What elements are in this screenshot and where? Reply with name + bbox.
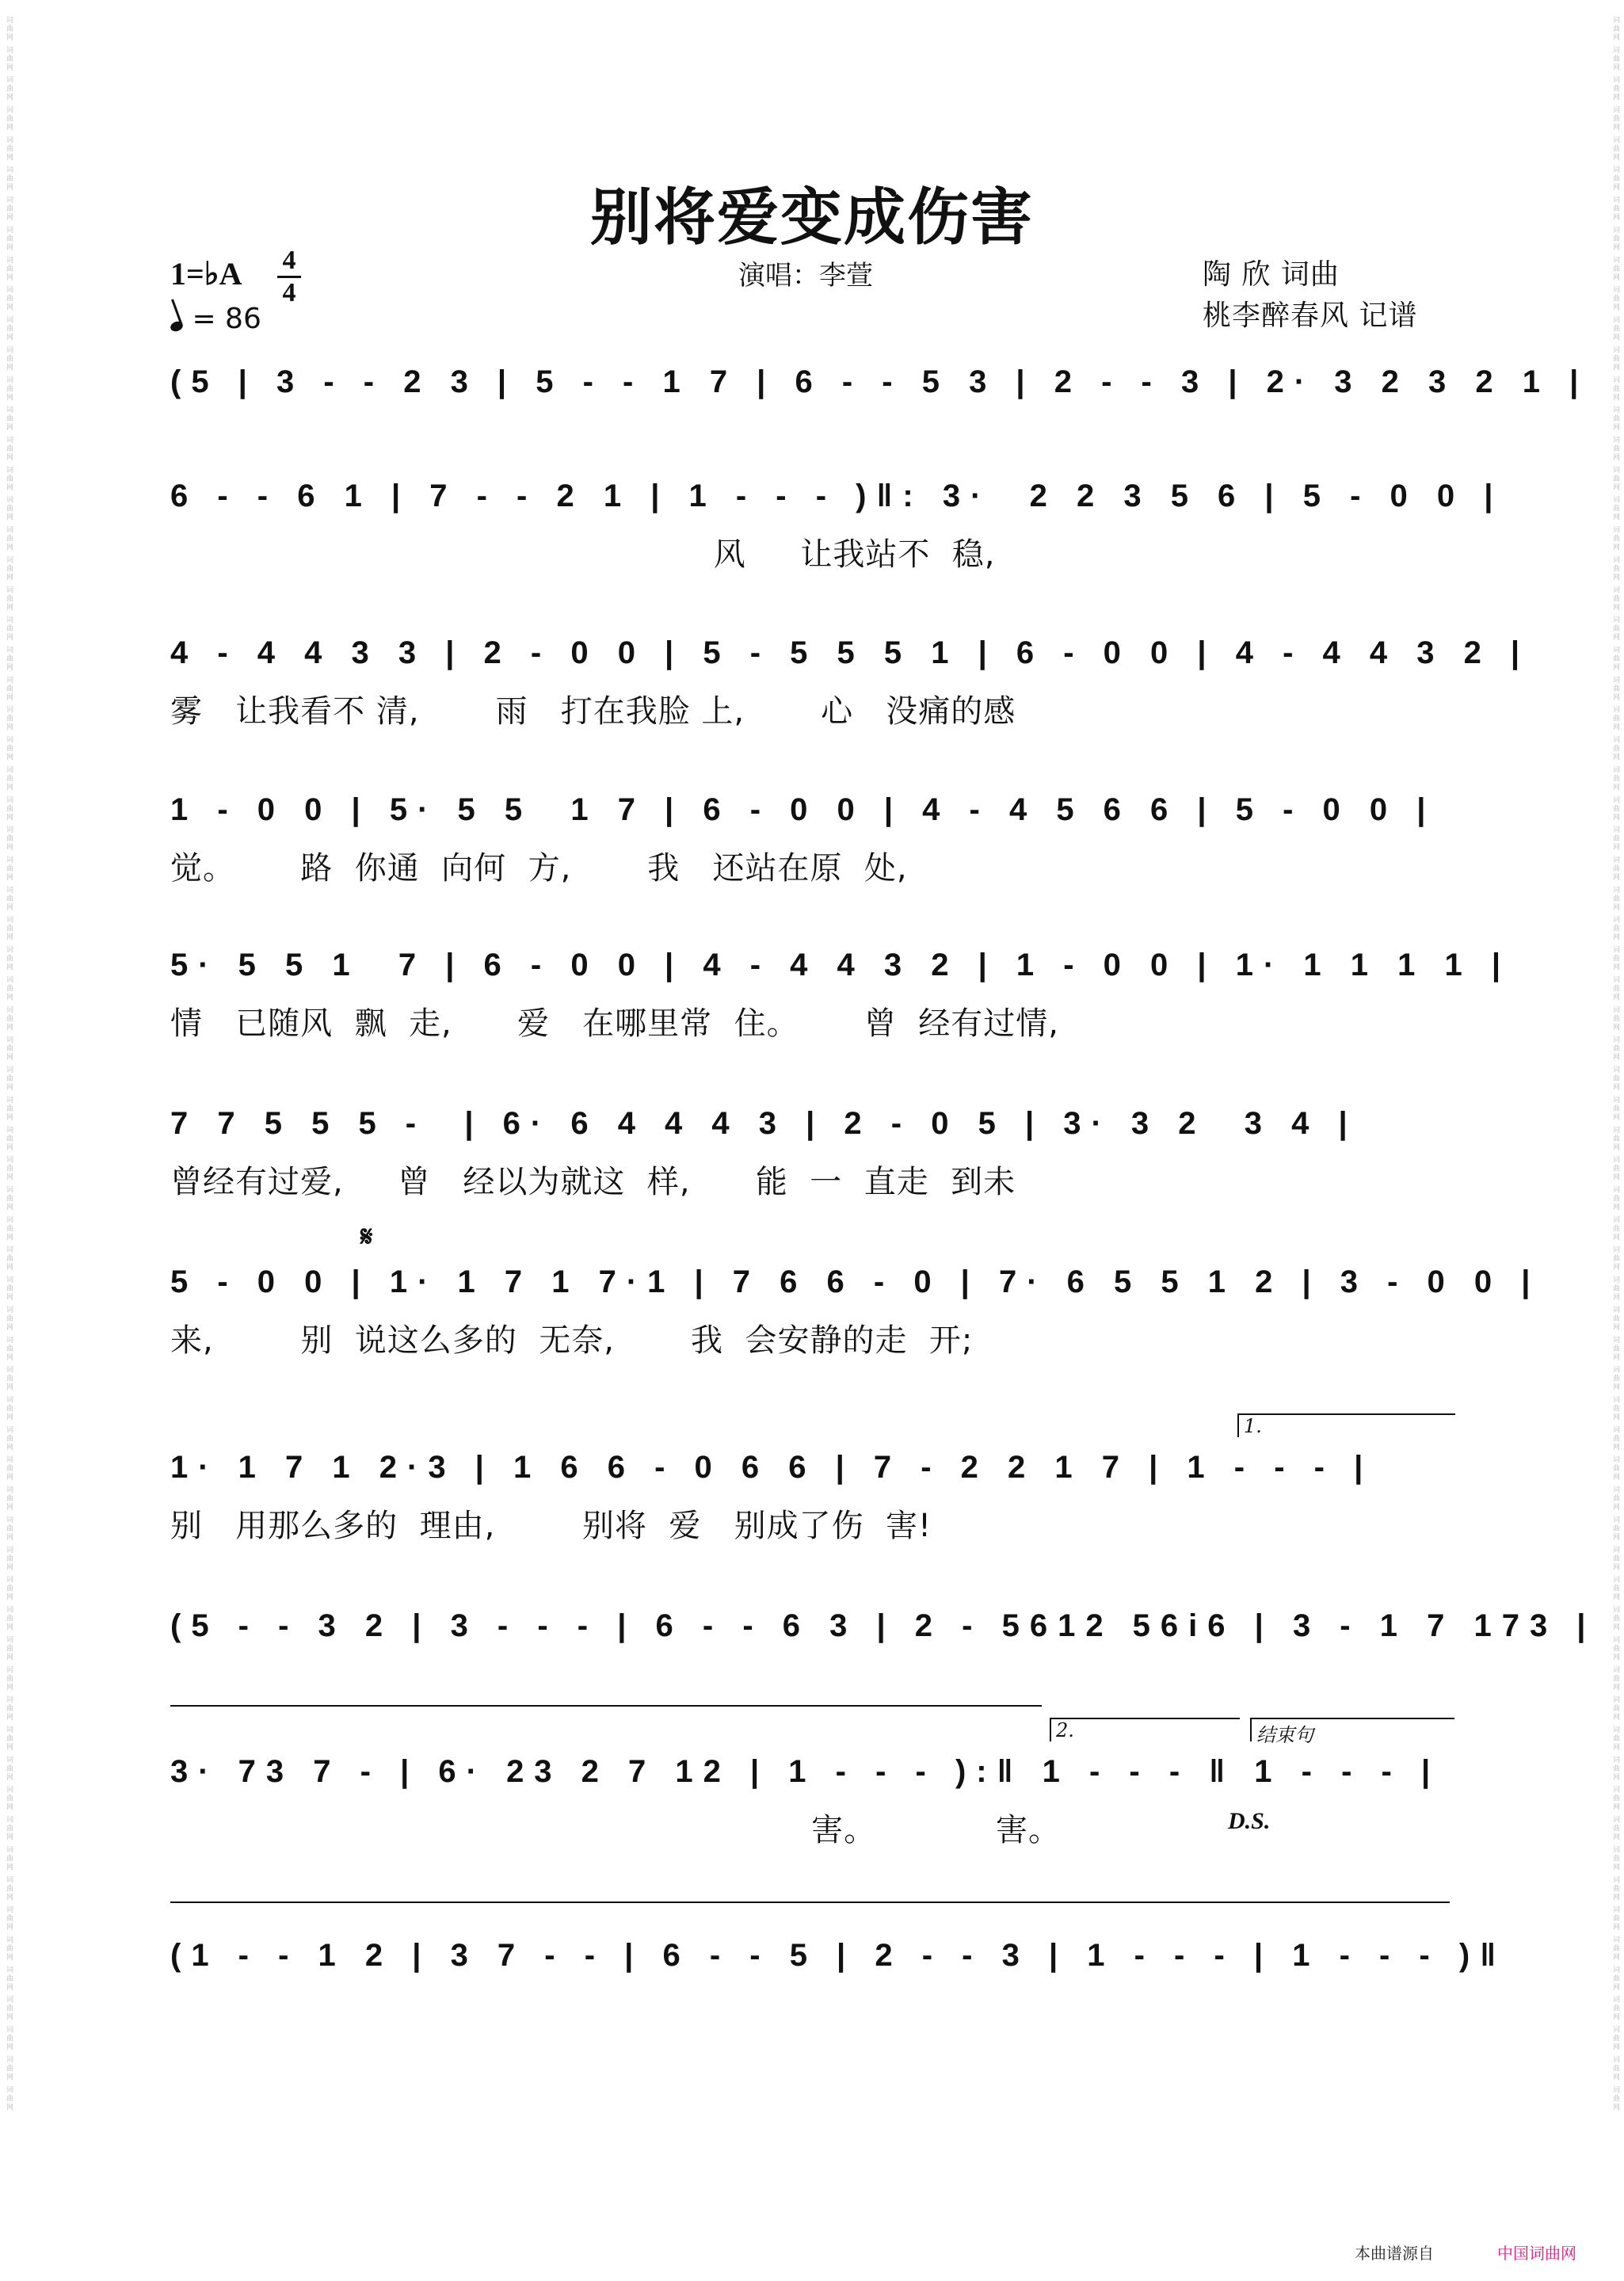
staff-row [170,792,1454,887]
key-signature: 1=♭A [170,256,242,292]
staff-row [170,1938,1507,1985]
staff-row [170,635,1531,730]
notes-line: (5 - - 3 2 | 3 - - - | 6 - - 6 3 | 2 - 5612 56i6 | 3 - 1 7 173 | [170,1608,1596,1643]
song-title: 别将爱变成伤害 [589,181,1034,254]
ds-marking: D.S. [1228,1808,1271,1834]
bracket-line [170,1901,1450,1903]
volta-2: 2. [1050,1718,1240,1741]
staff-row [170,948,1512,1042]
lyric-line: 雾 让我看不 清, 雨 打在我脸 上, 心 没痛的感 [170,693,1016,730]
lyric-line: 觉。 路 你通 向何 方, 我 还站在原 处, [170,850,908,887]
notes-line: 5· 5 5 1 7 | 6 - 0 0 | 4 - 4 4 3 2 | 1 - 0 0 | 1· 1 1 1 1 | [170,948,1512,982]
notes-line: 1 - 0 0 | 5· 5 5 1 7 | 6 - 0 0 | 4 - 4 5 6 6 | 5 - 0 0 | [170,792,1436,827]
notes-line: 7 7 5 5 5 - | 6· 6 4 4 4 3 | 2 - 0 5 | 3· 3 2 3 4 | [170,1106,1358,1141]
lyric-line: 曾经有过爱, 曾 经以为就这 样, 能 一 直走 到未 [170,1164,1016,1200]
transcriber-credit: 桃李醉春风 记谱 [1203,299,1418,332]
notes-line: (5 | 3 - - 2 3 | 5 - - 1 7 | 6 - - 5 3 | 2 - - 3 | 2· 3 2 3 2 1 | [170,364,1589,399]
quarter-note-icon [169,320,184,334]
left-watermark: 词曲网 词曲网 词曲网 词曲网 词曲网 词曲网 词曲网 词曲网 词曲网 词曲网 词曲网 词曲网 词曲网 词曲网 词曲网 词曲网 词曲网 词曲网 词曲网 词曲网 词曲网 词曲网 词曲网 词曲网 词曲网 词曲网 词曲网 词曲网 词曲网 词曲网 词曲网 词曲网 词曲网 词曲网 词曲网 词曲网 词曲网 词曲网 词曲网 词曲网 词曲网 词曲网 词曲网 词曲网 词曲网 词曲网 词曲网 词曲网 词曲网 词曲网 词曲网 词曲网 词曲网 词曲网 词曲网 词曲网 词曲网 词曲网 词曲网 词曲网 词曲网 词曲网 词曲网 词曲网 词曲网 词曲网 词曲网 词曲网 词曲网 词曲网 [5,16,13,2112]
lyric-line: 害。 害。 [170,1812,1062,1848]
lyric-line: 情 已随风 飘 走, 爱 在哪里常 住。 曾 经有过情, [170,1005,1060,1042]
notes-line: 5 - 0 0 | 1· 1 7 1 7·1 | 7 6 6 - 0 | 7· 6 5 5 1 2 | 3 - 0 0 | [170,1264,1541,1299]
right-watermark: 词曲网 词曲网 词曲网 词曲网 词曲网 词曲网 词曲网 词曲网 词曲网 词曲网 词曲网 词曲网 词曲网 词曲网 词曲网 词曲网 词曲网 词曲网 词曲网 词曲网 词曲网 词曲网 词曲网 词曲网 词曲网 词曲网 词曲网 词曲网 词曲网 词曲网 词曲网 词曲网 词曲网 词曲网 词曲网 词曲网 词曲网 词曲网 词曲网 词曲网 词曲网 词曲网 词曲网 词曲网 词曲网 词曲网 词曲网 词曲网 词曲网 词曲网 词曲网 词曲网 词曲网 词曲网 词曲网 词曲网 词曲网 词曲网 词曲网 词曲网 词曲网 词曲网 词曲网 词曲网 词曲网 词曲网 词曲网 词曲网 词曲网 词曲网 [1611,16,1619,2112]
notes-line: 3· 73 7 - | 6· 23 2 7 12 | 1 - - - ):‖ 1 - - - ‖ 1 - - - | [170,1754,1441,1789]
staff-row [170,1608,1596,1656]
lyric-line: 风 让我站不 稳, [170,536,996,573]
staff-row [170,1264,1541,1359]
meter-bottom: 4 [282,278,296,307]
notes-line: (1 - - 1 2 | 3 7 - - | 6 - - 5 | 2 - - 3 | 1 - - - | 1 - - - )‖ [170,1938,1507,1973]
staff-row [170,364,1589,412]
tempo-marking [170,303,261,335]
staff-row [170,1450,1454,1544]
lyric-line: 别 用那么多的 理由, 别将 爱 别成了伤 害! [170,1508,932,1544]
meter-top: 4 [282,246,296,275]
footer-site-link[interactable]: 中国词曲网 [1497,2244,1576,2263]
notes-line: 4 - 4 4 3 3 | 2 - 0 0 | 5 - 5 5 5 1 | 6 - 0 0 | 4 - 4 4 3 2 | [170,635,1531,670]
staff-row [170,479,1504,573]
bracket-line [170,1705,1042,1707]
tempo-value: = 86 [192,303,261,335]
segno-sign: 𝄋 [360,1220,373,1253]
singer-credit: 演唱：李萱 [738,260,873,292]
notes-line: 1· 1 7 1 2·3 | 1 6 6 - 0 6 6 | 7 - 2 2 1 7 | 1 - - - | [170,1450,1374,1485]
volta-1: 1. [1237,1413,1455,1437]
staff-row [170,1106,1454,1200]
coda-volta: 结束句 [1250,1718,1454,1741]
lyric-line: 来, 别 说这么多的 无奈, 我 会安静的走 开; [170,1322,974,1359]
time-signature [277,247,301,307]
footer-source: 本曲谱源自 [1355,2244,1434,2263]
notes-line: 6 - - 6 1 | 7 - - 2 1 | 1 - - - )‖: 3· 2 2 3 5 6 | 5 - 0 0 | [170,479,1504,513]
composer-credit: 陶 欣 词曲 [1203,258,1340,291]
